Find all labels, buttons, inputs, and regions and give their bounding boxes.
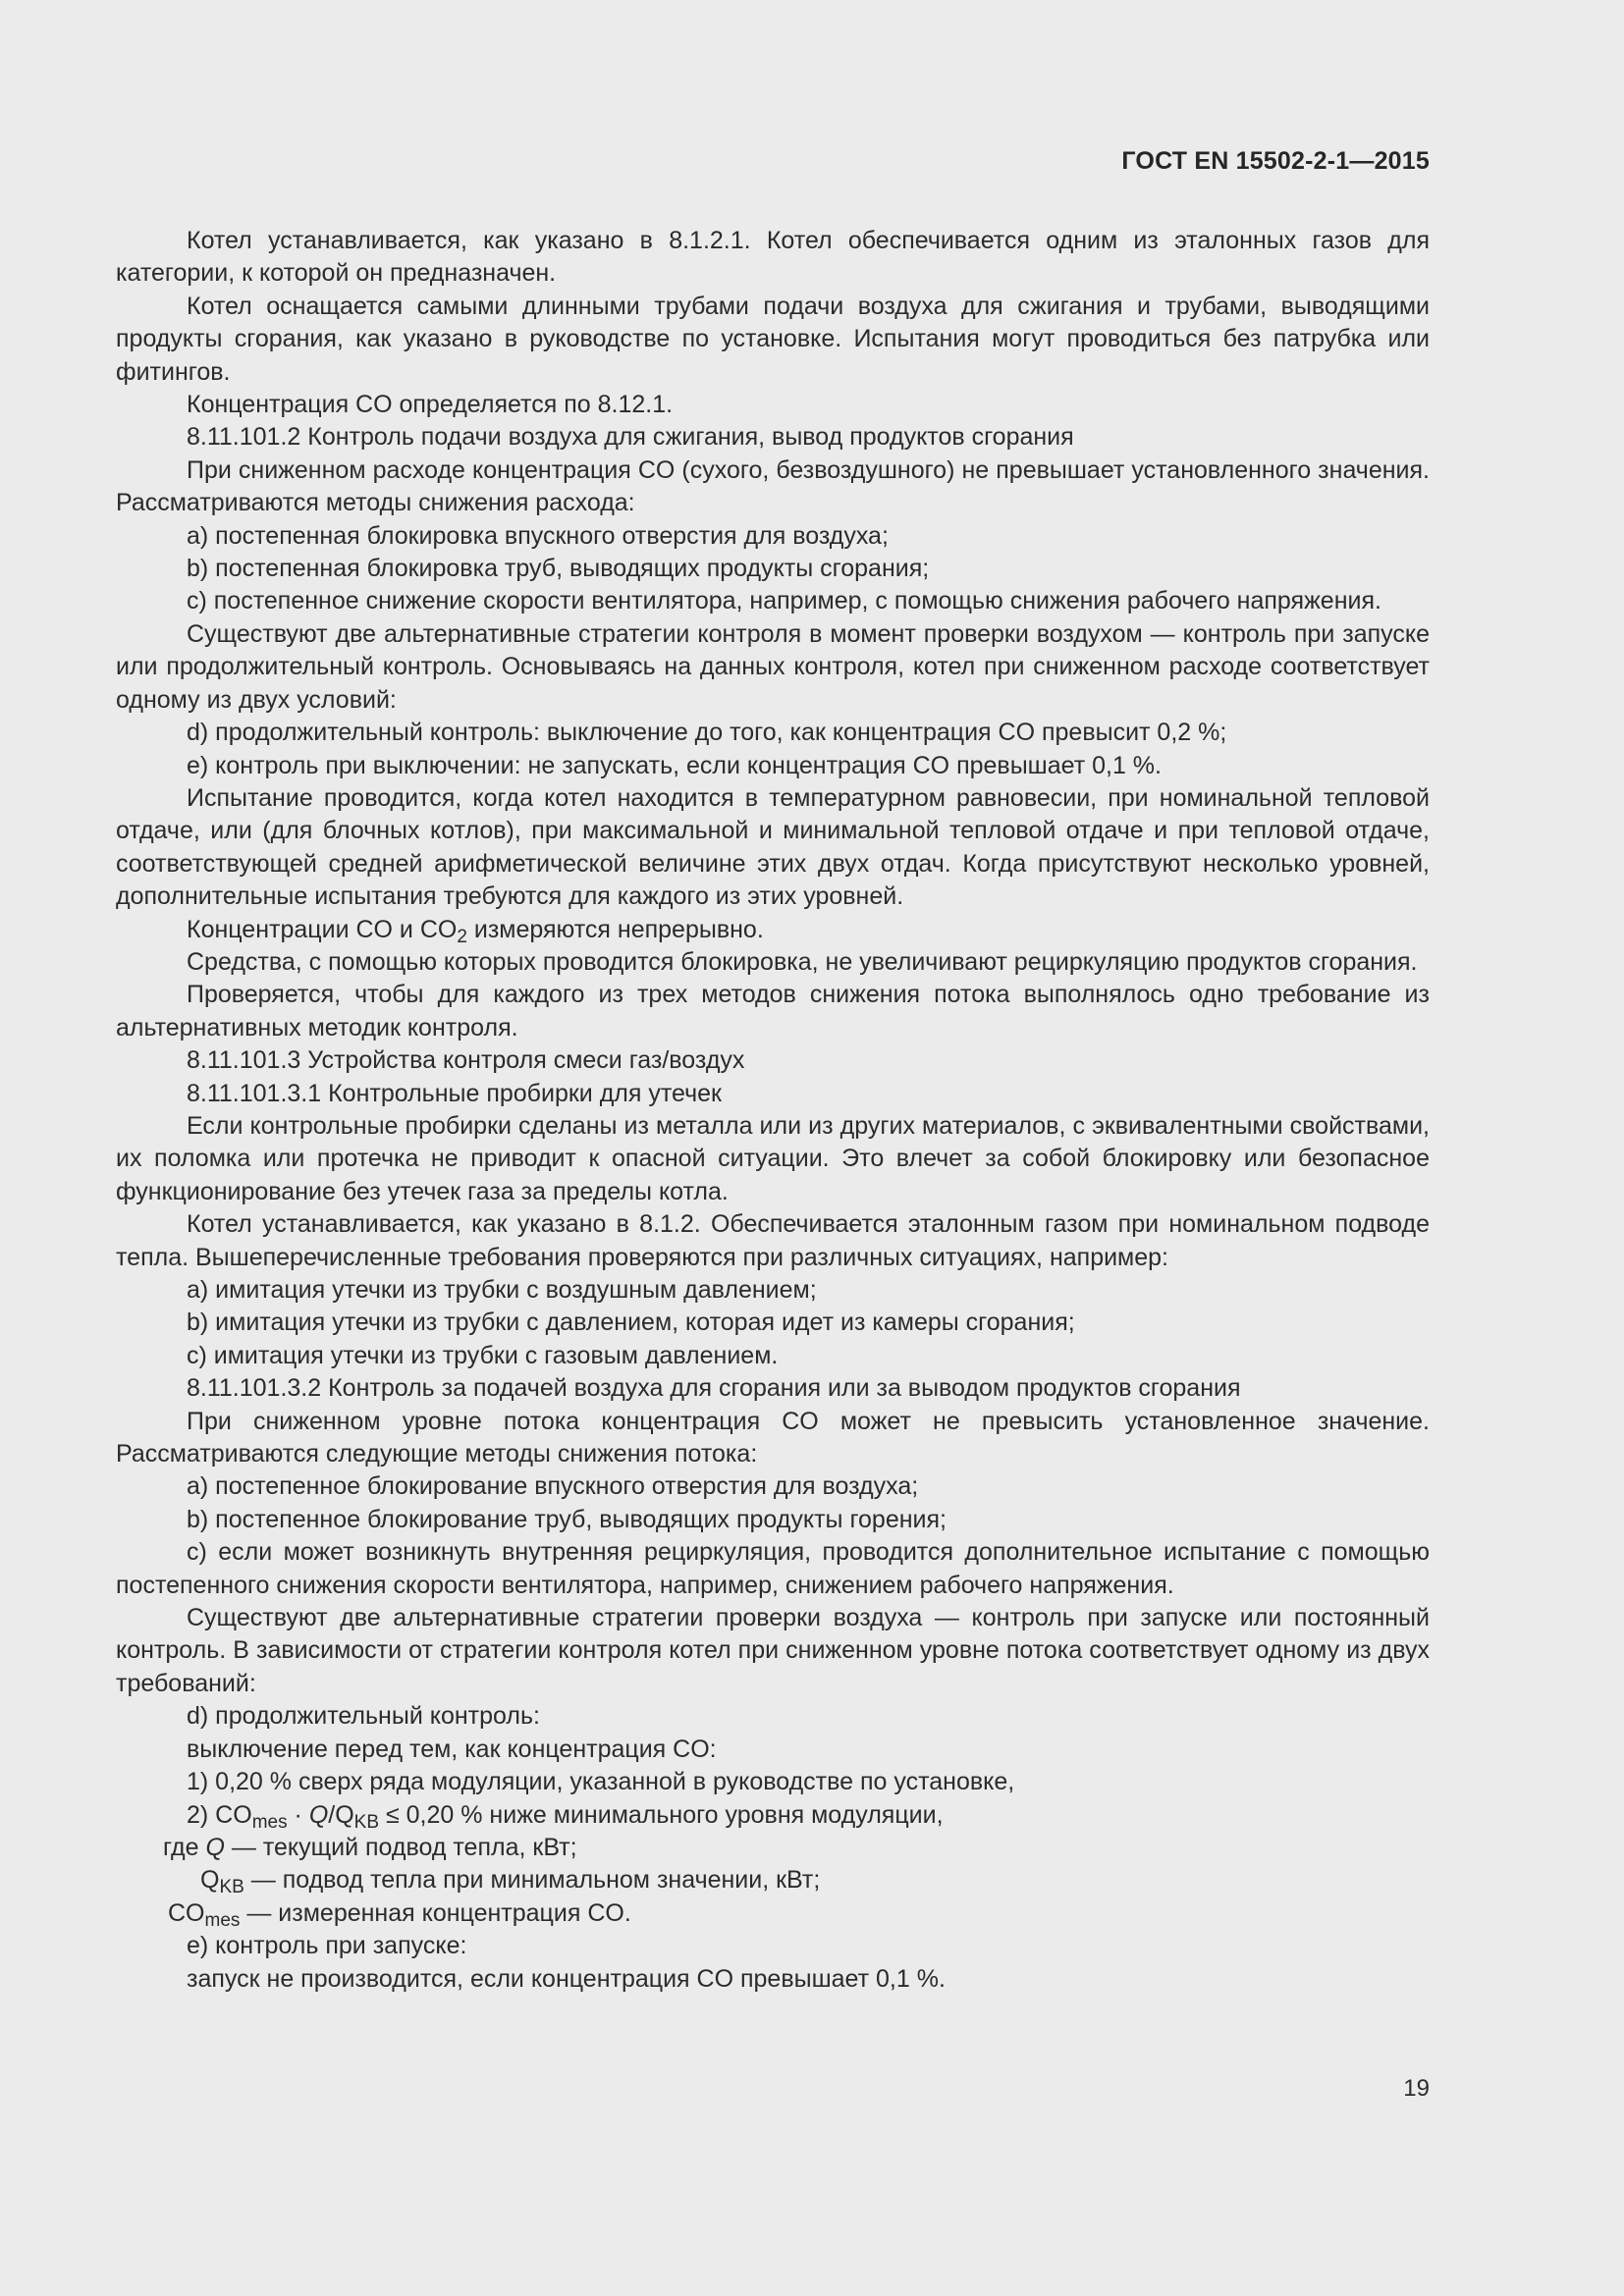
paragraph: Котел оснащается самыми длинными трубами подачи воздуха для сжигания и трубами, выводящими продукты сгорания, как указано в руководстве по установке. Испытания могут проводиться без патрубка или фитингов. [116,292,1430,386]
page-number: 19 [1403,2075,1430,2102]
section-heading: 8.11.101.3.1 Контрольные пробирки для утечек [187,1079,722,1107]
formula-subscript: mes [251,1811,288,1833]
list-item: a) постепенное блокирование впускного отверстия для воздуха; [187,1472,919,1501]
paragraph: Концентрация CO определяется по 8.12.1. [187,391,674,419]
list-item: d) продолжительный контроль: [187,1702,540,1731]
section-heading: 8.11.101.3.2 Контроль за подачей воздуха для сгорания или за выводом продуктов сгорания [187,1374,1241,1403]
where-clause [116,1864,1430,1896]
where-prefix: где [163,1833,206,1861]
formula-part: · [287,1800,309,1829]
paragraph: Котел устанавливается, как указано в 8.1.2.1. Котел обеспечивается одним из эталонных газов для категории, к которой он предназначен. [116,227,1430,288]
where-subscript: KB [219,1877,244,1898]
list-item: b) постепенное блокирование труб, выводящих продукты горения; [187,1505,947,1533]
paragraph: Существуют две альтернативные стратегии проверки воздуха — контроль при запуске или постоянный контроль. В зависимости от стратегии контроля котел при сниженном уровне потока соответствует одному из двух требований: [116,1604,1430,1697]
list-item: e) контроль при выключении: не запускать, если концентрация CO превышает 0,1 %. [187,751,1162,779]
list-item: a) постепенная блокировка впускного отверстия для воздуха; [187,521,889,550]
section-heading: 8.11.101.3 Устройства контроля смеси газ/воздух [187,1046,745,1075]
formula-subscript: KB [353,1811,380,1833]
paragraph: Средства, с помощью которых проводится блокировка, не увеличивают рециркуляцию продуктов сгорания. [187,947,1418,976]
formula-part: /Q [328,1800,354,1829]
list-item: b) постепенная блокировка труб, выводящих продукты сгорания; [187,555,930,583]
formula-suffix: измеряются непрерывно. [466,915,764,943]
list-item: a) имитация утечки из трубки с воздушным давлением; [187,1276,817,1304]
list-item: c) имитация утечки из трубки с газовым давлением. [187,1341,779,1369]
where-clause [116,1832,1430,1864]
paragraph: Существуют две альтернативные стратегии контроля в момент проверки воздухом — контроль при запуске или продолжительный контроль. Основываясь на данных контроля, котел при сниженном расходе соответствует одному из двух условий: [116,619,1430,714]
formula-symbol: Q [308,1800,329,1829]
formula-prefix: Концентрации CO и CO [187,915,458,943]
list-item: d) продолжительный контроль: выключение до того, как концентрация CO превысит 0,2 %; [187,719,1227,747]
list-item: запуск не производится, если концентрация CO превышает 0,1 %. [187,1964,946,1993]
formula-part: 2) CO [187,1800,252,1829]
document-header: ГОСТ EN 15502-2-1—2015 [1121,147,1430,175]
list-item: 1) 0,20 % сверх ряда модуляции, указанной в руководстве по установке, [187,1768,1015,1796]
section-heading: 8.11.101.2 Контроль подачи воздуха для сжигания, вывод продуктов сгорания [187,423,1074,452]
where-text: — измеренная концентрация CO. [240,1898,631,1927]
formula-line [116,914,1430,946]
paragraph: Проверяется, чтобы для каждого из трех методов снижения потока выполнялось одно требование из альтернативных методик контроля. [116,981,1430,1041]
where-text: — подвод тепла при минимальном значении, кВт; [244,1866,821,1895]
where-symbol: CO [168,1898,205,1927]
paragraph: При сниженном уровне потока концентрация CO может не превысить установленное значение. Рассматриваются следующие методы снижения потока: [116,1407,1430,1468]
paragraph: Если контрольные пробирки сделаны из металла или из других материалов, с эквивалентными свойствами, их поломка или протечка не приводит к опасной ситуации. Это влечет за собой блокировку или безопасное функционирование без утечек газа за пределы котла. [116,1111,1430,1205]
document-body [116,225,1430,1996]
formula-part: ≤ 0,20 % ниже минимального уровня модуляции, [379,1800,944,1829]
where-symbol: Q [200,1866,220,1895]
paragraph: При сниженном расходе концентрация CO (сухого, безвоздушного) не превышает установленного значения. Рассматриваются методы снижения расхода: [116,455,1430,517]
list-item: c) если может возникнуть внутренняя рециркуляция, проводится дополнительное испытание с помощью постепенного снижения скорости вентилятора, например, снижением рабочего напряжения. [116,1538,1430,1599]
list-item: выключение перед тем, как концентрация CO: [187,1735,717,1763]
list-item: e) контроль при запуске: [187,1932,467,1960]
where-clause [116,1897,1430,1930]
list-item: c) постепенное снижение скорости вентилятора, например, с помощью снижения рабочего напряжения. [187,587,1381,615]
list-item: b) имитация утечки из трубки с давлением, которая идет из камеры сгорания; [187,1308,1075,1337]
paragraph: Котел устанавливается, как указано в 8.1.2. Обеспечивается эталонным газом при номинальном подводе тепла. Вышеперечисленные требования проверяются при различных ситуациях, например: [116,1210,1430,1271]
where-subscript: mes [204,1909,241,1931]
where-symbol: Q [205,1833,225,1861]
formula-line [116,1799,1430,1832]
where-text: — текущий подвод тепла, кВт; [224,1833,577,1861]
formula-subscript: 2 [457,926,467,947]
paragraph: Испытание проводится, когда котел находится в температурном равновесии, при номинальной тепловой отдаче, или (для блочных котлов), при максимальной и минимальной тепловой отдаче и при тепловой отдаче, соответствующей средней арифметической величине этих двух отдач. Когда присутствуют несколько уровней, дополнительные испытания требуются для каждого из этих уровней. [116,783,1430,911]
